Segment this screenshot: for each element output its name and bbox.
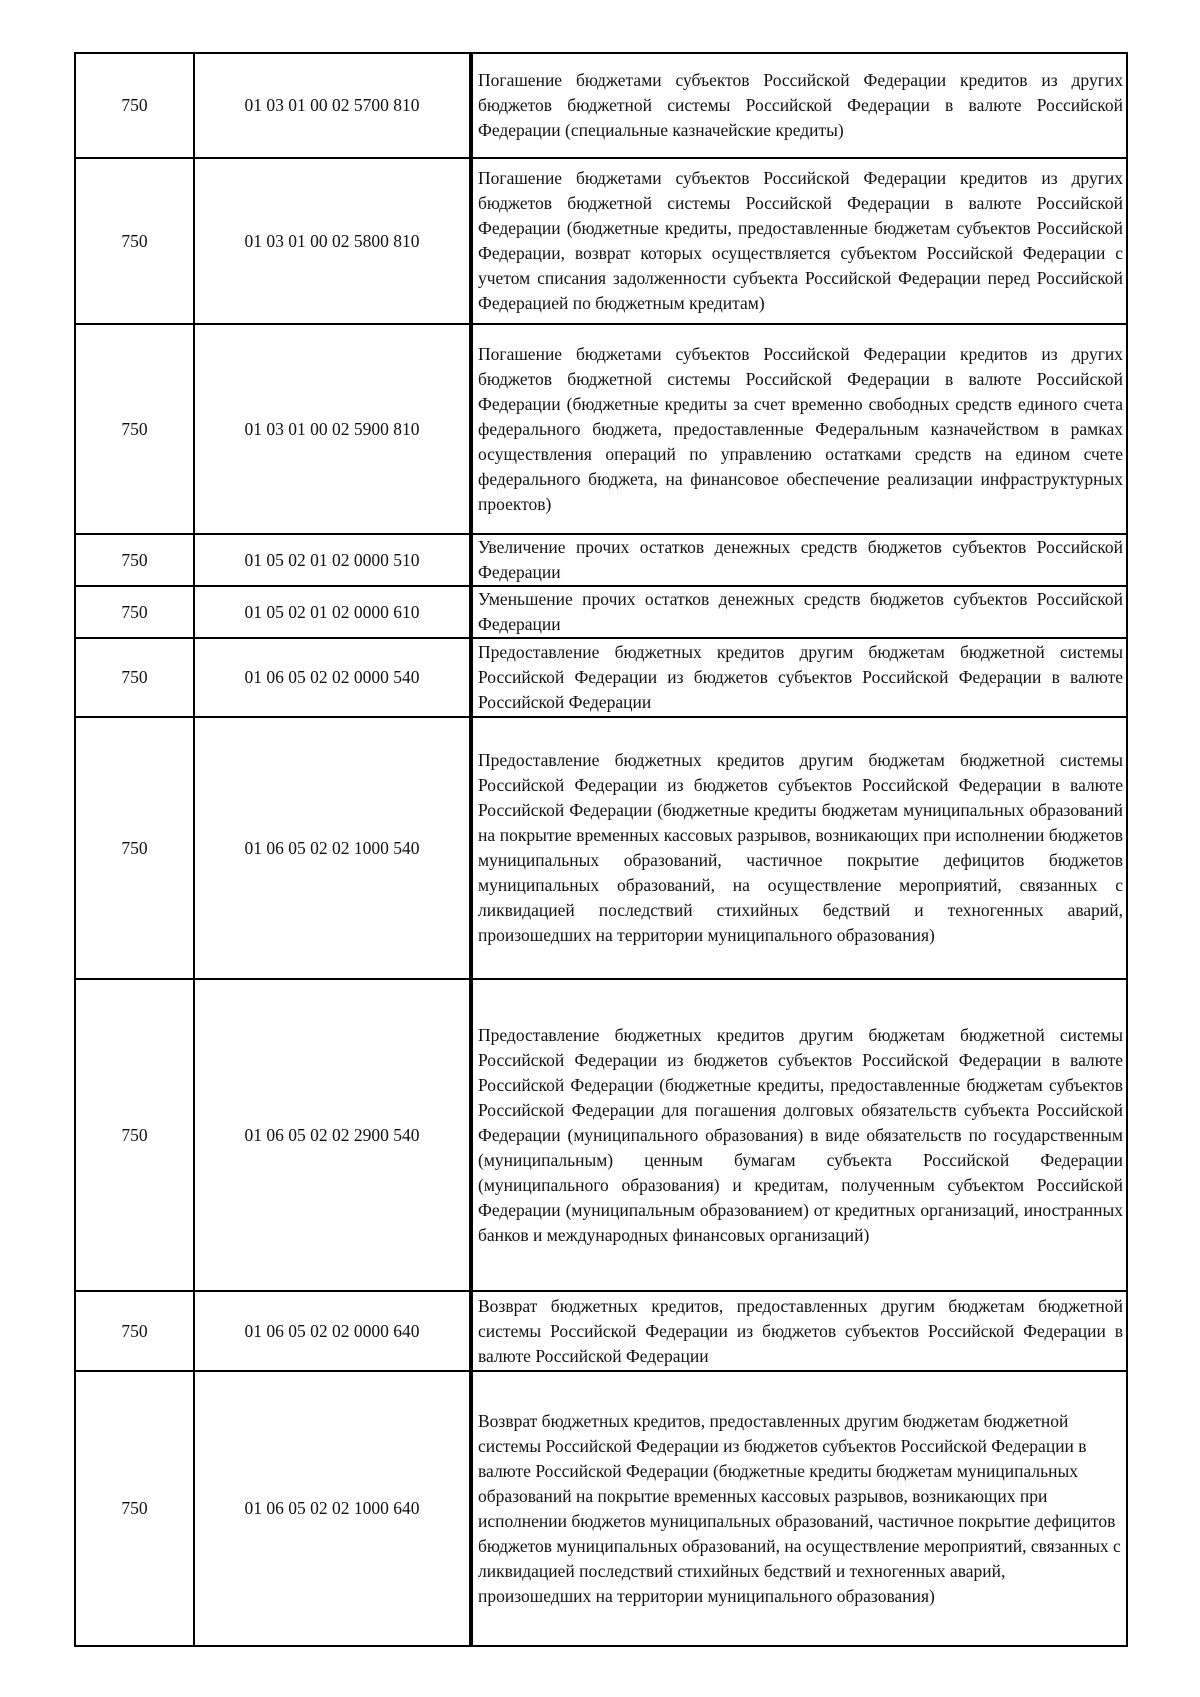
admin-code-cell: 750 xyxy=(75,158,194,324)
table-row xyxy=(75,158,1127,324)
classification-code-cell: 01 03 01 00 02 5700 810 xyxy=(194,53,471,158)
description-cell xyxy=(471,158,1127,324)
description-cell xyxy=(471,1291,1127,1371)
description-text: Предоставление бюджетных кредитов другим бюджетам бюджетной системы Российской Федерации из бюджетов субъектов Российской Федерации в валюте Российской Федерации (бюджетные кредиты, предоставленные бюджетам субъектов Российской Федерации для погашения долговых обязательств субъекта Российской Федерации (муниципального образования) в виде обязательств по государственным (муниципальным) ценным бумагам субъекта Российской Федерации (муниципального образования) и кредитам, полученным субъектом Российской Федерации (муниципальным образованием) от кредитных организаций, иностранных банков и международных финансовых организаций) xyxy=(478,1024,1123,1245)
table-row xyxy=(75,324,1127,534)
description-text: Возврат бюджетных кредитов, предоставленных другим бюджетам бюджетной системы Российской Федерации из бюджетов субъектов Российской Федерации в валюте Российской Федерации (бюджетные кредиты бюджетам муниципальных образований на покрытие временных кассовых разрывов, возникающих при исполнении бюджетов муниципальных образований, частичное покрытие дефицитов бюджетов муниципальных образований, на осуществление мероприятий, связанных с ликвидацией последствий стихийных бедствий и техногенных аварий, произошедших на территории муниципального образования) xyxy=(478,1410,1121,1606)
description-cell xyxy=(471,534,1127,586)
classification-code-cell: 01 03 01 00 02 5900 810 xyxy=(194,324,471,534)
table-row xyxy=(75,979,1127,1291)
description-cell xyxy=(471,324,1127,534)
admin-code-cell: 750 xyxy=(75,324,194,534)
table-row xyxy=(75,717,1127,979)
description-text: Увеличение прочих остатков денежных средств бюджетов субъектов Российской Федерации xyxy=(478,537,1123,582)
admin-code-cell: 750 xyxy=(75,717,194,979)
description-cell xyxy=(471,1371,1127,1646)
table-row xyxy=(75,638,1127,717)
description-cell xyxy=(471,979,1127,1291)
description-text: Предоставление бюджетных кредитов другим бюджетам бюджетной системы Российской Федерации из бюджетов субъектов Российской Федерации в валюте Российской Федерации xyxy=(478,642,1123,712)
description-text: Возврат бюджетных кредитов, предоставленных другим бюджетам бюджетной системы Российской Федерации из бюджетов субъектов Российской Федерации в валюте Российской Федерации xyxy=(478,1295,1123,1366)
admin-code-cell: 750 xyxy=(75,534,194,586)
table-row xyxy=(75,586,1127,638)
budget-codes-table xyxy=(74,52,1128,1647)
classification-code-cell: 01 03 01 00 02 5800 810 xyxy=(194,158,471,324)
table-row xyxy=(75,53,1127,158)
classification-code-cell: 01 05 02 01 02 0000 610 xyxy=(194,586,471,638)
classification-code-cell: 01 06 05 02 02 0000 540 xyxy=(194,638,471,717)
description-text: Уменьшение прочих остатков денежных средств бюджетов субъектов Российской Федерации xyxy=(478,589,1123,634)
admin-code-cell: 750 xyxy=(75,1291,194,1371)
admin-code-cell: 750 xyxy=(75,979,194,1291)
table-row xyxy=(75,1291,1127,1371)
admin-code-cell: 750 xyxy=(75,638,194,717)
description-text: Погашение бюджетами субъектов Российской Федерации кредитов из других бюджетов бюджетной системы Российской Федерации в валюте Российской Федерации (бюджетные кредиты за счет временно свободных средств единого счета федерального бюджета, предоставленные Федеральным казначейством в рамках осуществления операций по управлению остатками средств на едином счете федерального бюджета, на финансовое обеспечение реализации инфраструктурных проектов) xyxy=(478,343,1123,514)
admin-code-cell: 750 xyxy=(75,1371,194,1646)
description-cell xyxy=(471,53,1127,158)
classification-code-cell: 01 06 05 02 02 0000 640 xyxy=(194,1291,471,1371)
description-text: Погашение бюджетами субъектов Российской Федерации кредитов из других бюджетов бюджетной системы Российской Федерации в валюте Российской Федерации (специальные казначейские кредиты) xyxy=(478,70,1123,140)
description-cell xyxy=(471,638,1127,717)
description-cell xyxy=(471,717,1127,979)
classification-code-cell: 01 06 05 02 02 1000 540 xyxy=(194,717,471,979)
admin-code-cell: 750 xyxy=(75,53,194,158)
description-cell xyxy=(471,586,1127,638)
classification-code-cell: 01 06 05 02 02 2900 540 xyxy=(194,979,471,1291)
table-row xyxy=(75,534,1127,586)
description-text: Предоставление бюджетных кредитов другим бюджетам бюджетной системы Российской Федерации из бюджетов субъектов Российской Федерации в валюте Российской Федерации (бюджетные кредиты бюджетам муниципальных образований на покрытие временных кассовых разрывов, возникающих при исполнении бюджетов муниципальных образований, частичное покрытие дефицитов бюджетов муниципальных образований, на осуществление мероприятий, связанных с ликвидацией последствий стихийных бедствий и техногенных аварий, произошедших на территории муниципального образования) xyxy=(478,750,1123,945)
table-row xyxy=(75,1371,1127,1646)
classification-code-cell: 01 06 05 02 02 1000 640 xyxy=(194,1371,471,1646)
admin-code-cell: 750 xyxy=(75,586,194,638)
description-text: Погашение бюджетами субъектов Российской Федерации кредитов из других бюджетов бюджетной системы Российской Федерации в валюте Российской Федерации (бюджетные кредиты, предоставленные бюджетам субъектов Российской Федерации, возврат которых осуществляется субъектом Российской Федерации с учетом списания задолженности субъекта Российской Федерации перед Российской Федерацией по бюджетным кредитам) xyxy=(478,168,1123,313)
classification-code-cell: 01 05 02 01 02 0000 510 xyxy=(194,534,471,586)
